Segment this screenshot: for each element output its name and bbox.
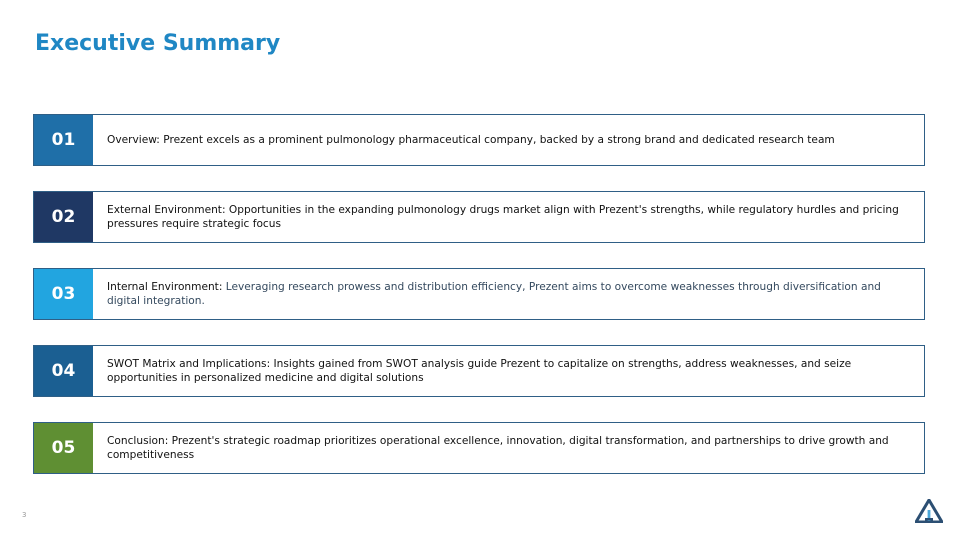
item-number-badge: 04 [34,346,93,396]
summary-item-05 [33,422,925,474]
page-title: Executive Summary [35,31,281,56]
item-body: Opportunities in the expanding pulmonology drugs market align with Prezent's strengths, while regulatory hurdles and pricing pressures require strategic focus [107,204,899,230]
company-logo-icon [915,499,943,523]
summary-item-01 [33,114,925,166]
item-body: Prezent excels as a prominent pulmonology pharmaceutical company, backed by a strong brand and dedicated research team [159,134,835,146]
item-label: Conclusion: [107,435,169,447]
item-text [93,346,924,396]
item-text [93,115,924,165]
item-number-badge: 02 [34,192,93,242]
summary-item-03 [33,268,925,320]
item-label: Overview: [107,134,160,146]
summary-item-02 [33,191,925,243]
item-text [93,423,924,473]
item-number-badge: 01 [34,115,93,165]
item-text [93,192,924,242]
item-label: External Environment: [107,204,226,216]
item-number-badge: 03 [34,269,93,319]
page-number: 3 [22,511,27,519]
item-label: Internal Environment: [107,281,223,293]
item-label: SWOT Matrix and Implications: [107,358,271,370]
summary-item-04 [33,345,925,397]
item-body: Leveraging research prowess and distribution efficiency, Prezent aims to overcome weaknesses through diversification and digital integration. [107,281,881,307]
item-text [93,269,924,319]
item-body: Prezent's strategic roadmap prioritizes operational excellence, innovation, digital transformation, and partnerships to drive growth and competitiveness [107,435,889,461]
item-number-badge: 05 [34,423,93,473]
item-body: Insights gained from SWOT analysis guide Prezent to capitalize on strengths, address weaknesses, and seize opportunities in personalized medicine and digital solutions [107,358,852,384]
